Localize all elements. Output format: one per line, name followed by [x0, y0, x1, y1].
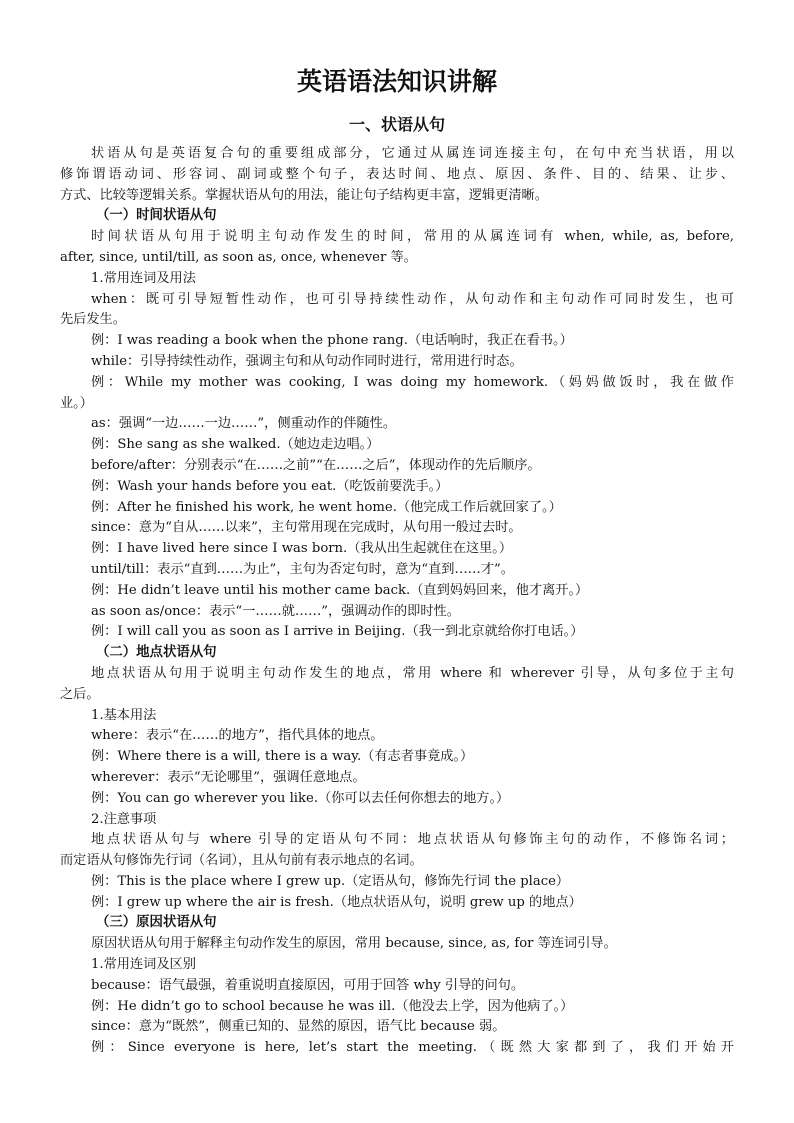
text-line: 1.基本用法 — [91, 707, 157, 723]
text-line: 地点状语从句与 where 引导的定语从句不同：地点状语从句修饰主句的动作，不修饰名词； — [91, 832, 734, 848]
subsection-heading: （三）原因状语从句 — [96, 915, 217, 931]
text-line: when：既可引导短暂性动作，也可引导持续性动作，从句动作和主句动作可同时发生，也可 — [91, 291, 734, 307]
text-line: 例：She sang as she walked.（她边走边唱。） — [91, 437, 380, 453]
text-line: 原因状语从句用于解释主句动作发生的原因，常用 because, since, as, for 等连词引导。 — [91, 936, 617, 952]
section-heading: 一、状语从句 — [348, 115, 445, 134]
subsection-heading: （一）时间状语从句 — [96, 208, 217, 224]
text-line: before/after：分别表示“在……之前”“在……之后”，体现动作的先后顺序。 — [91, 457, 541, 473]
text-line: 例：Where there is a will, there is a way.（有志者事竟成。） — [91, 749, 474, 765]
text-line: 例：He didn’t leave until his mother came back.（直到妈妈回来，他才离开。） — [91, 582, 589, 598]
text-line: 例：After he finished his work, he went home.（他完成工作后就回家了。） — [91, 499, 562, 515]
text-line: 地点状语从句用于说明主句动作发生的地点，常用 where 和 wherever 引导，从句多位于主句 — [91, 665, 734, 681]
text-line: 例：Wash your hands before you eat.（吃饭前要洗手。） — [91, 478, 449, 494]
text-line: 例：I have lived here since I was born.（我从出生起就住在这里。） — [91, 541, 513, 557]
text-line: 业。） — [60, 395, 93, 411]
text-line: since：意为“既然”，侧重已知的、显然的原因，语气比 because 弱。 — [91, 1019, 506, 1035]
document-title: 英语语法知识讲解 — [296, 67, 497, 96]
text-line: while：引导持续性动作，强调主句和从句动作同时进行，常用进行时态。 — [91, 353, 523, 369]
text-line: 例：I grew up where the air is fresh.（地点状语从句，说明 grew up 的地点） — [91, 894, 582, 910]
text-line: 1.常用连词及区别 — [91, 957, 196, 973]
text-line: 例：I will call you as soon as I arrive in Beijing.（我一到北京就给你打电话。） — [91, 624, 584, 640]
text-line: 先后发生。 — [60, 312, 126, 328]
text-line: where：表示“在……的地方”，指代具体的地点。 — [91, 728, 384, 744]
text-line: 修饰谓语动词、形容词、副词或整个句子，表达时间、地点、原因、条件、目的、结果、让步、 — [60, 166, 734, 182]
subsection-heading: （二）地点状语从句 — [96, 645, 217, 661]
text-line: 例：Since everyone is here, let’s start the meeting.（既然大家都到了，我们开始开 — [91, 1040, 734, 1056]
text-line: as：强调“一边……一边……”，侧重动作的伴随性。 — [91, 416, 397, 432]
text-line: since：意为“自从……以来”，主句常用现在完成时，从句用一般过去时。 — [91, 520, 522, 536]
text-line: wherever：表示“无论哪里”，强调任意地点。 — [91, 769, 366, 785]
text-line: after, since, until/till, as soon as, once, whenever 等。 — [60, 249, 417, 265]
text-line: 之后。 — [60, 686, 100, 702]
text-line: 例：You can go wherever you like.（你可以去任何你想去的地方。） — [91, 790, 510, 806]
text-line: 方式、比较等逻辑关系。掌握状语从句的用法，能让句子结构更丰富，逻辑更清晰。 — [60, 187, 548, 203]
document-body — [60, 144, 734, 1059]
text-line: until/till：表示“直到……为止”，主句为否定句时，意为“直到……才”。 — [91, 561, 514, 577]
text-line: 例：This is the place where I grew up.（定语从句，修饰先行词 the place） — [91, 873, 570, 889]
text-line: 状语从句是英语复合句的重要组成部分，它通过从属连词连接主句，在句中充当状语，用以 — [91, 146, 734, 161]
text-line: 1.常用连词及用法 — [91, 270, 196, 286]
text-line: 2.注意事项 — [91, 811, 157, 827]
text-line: as soon as/once：表示“一……就……”，强调动作的即时性。 — [91, 603, 460, 619]
text-line: 例：While my mother was cooking, I was doing my homework.（妈妈做饭时，我在做作 — [91, 374, 734, 390]
text-line: 而定语从句修饰先行词（名词），且从句前有表示地点的名词。 — [60, 853, 423, 869]
text-line: 例：He didn’t go to school because he was ill.（他没去上学，因为他病了。） — [91, 998, 574, 1014]
text-line: because：语气最强，着重说明直接原因，可用于回答 why 引导的问句。 — [91, 977, 525, 993]
text-line: 例：I was reading a book when the phone rang.（电话响时，我正在看书。） — [91, 333, 573, 349]
text-line: 时间状语从句用于说明主句动作发生的时间，常用的从属连词有 when, while, as, before, — [91, 229, 734, 245]
